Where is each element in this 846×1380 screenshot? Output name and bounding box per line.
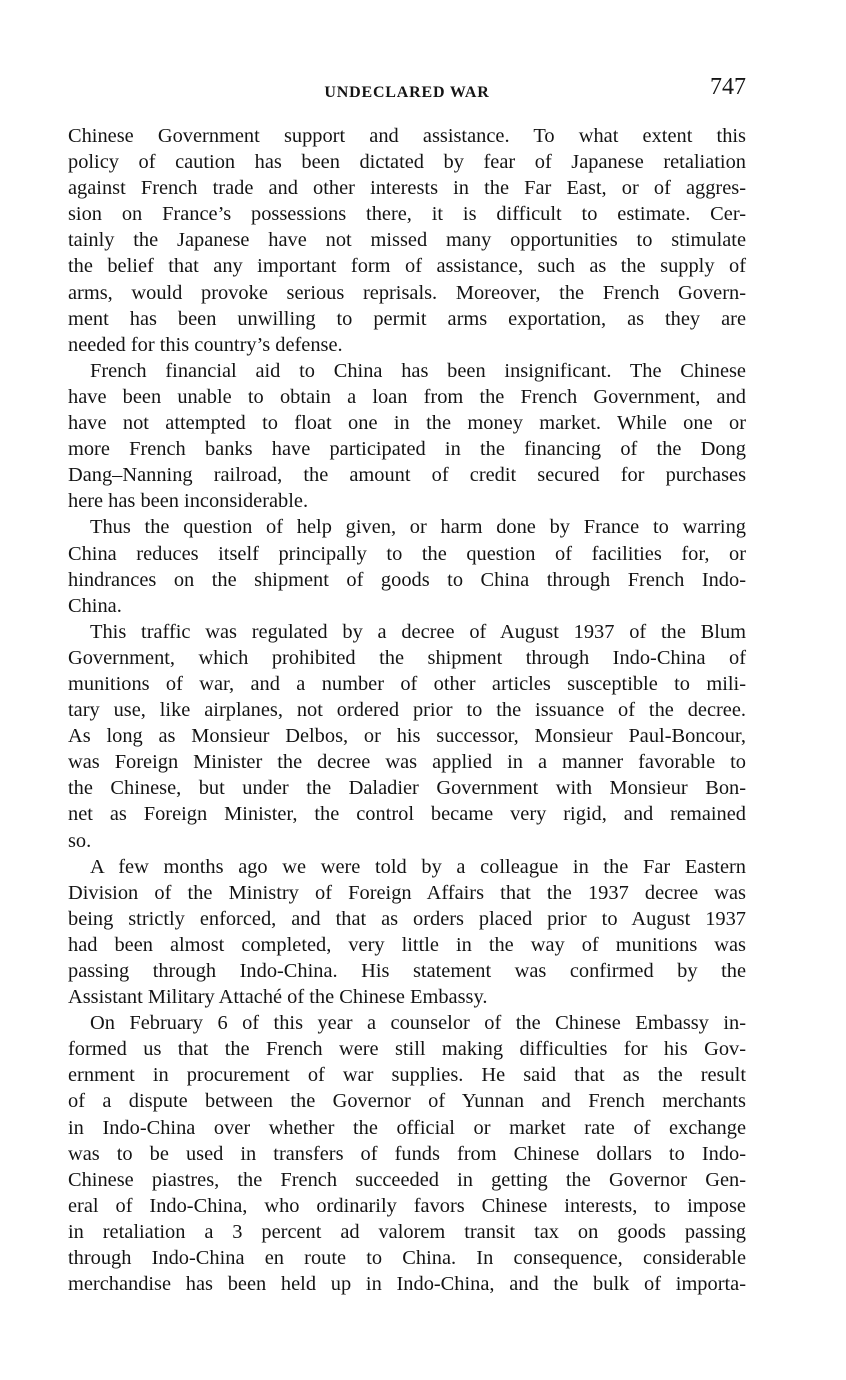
- text-line: munitions of war, and a number of other articles susceptible to mili-: [68, 672, 746, 695]
- text-line: On February 6 of this year a counselor of the Chinese Embassy in-: [90, 1012, 746, 1035]
- text-line: net as Foreign Minister, the control became very rigid, and remained: [68, 803, 746, 826]
- text-line: Thus the question of help given, or harm done by France to warring: [90, 516, 746, 539]
- text-line: the Chinese, but under the Daladier Government with Monsieur Bon-: [68, 777, 746, 800]
- text-line: of a dispute between the Governor of Yunnan and French merchants: [68, 1090, 746, 1113]
- page-number: 747: [710, 74, 746, 100]
- text-line: tary use, like airplanes, not ordered prior to the issuance of the decree.: [68, 699, 746, 722]
- text-line: policy of caution has been dictated by fear of Japanese retaliation: [68, 151, 746, 174]
- text-line: China reduces itself principally to the question of facilities for, or: [68, 542, 746, 565]
- text-line: Division of the Ministry of Foreign Affairs that the 1937 decree was: [68, 881, 746, 904]
- paragraph: [68, 514, 746, 618]
- running-title: UNDECLARED WAR: [324, 84, 490, 101]
- text-line: eral of Indo-China, who ordinarily favors Chinese interests, to impose: [68, 1194, 746, 1217]
- text-line: sion on France’s possessions there, it is difficult to estimate. Cer-: [68, 203, 746, 226]
- text-line: ment has been unwilling to permit arms exportation, as they are: [68, 307, 746, 330]
- paragraph: [68, 854, 746, 1011]
- text-line: being strictly enforced, and that as orders placed prior to August 1937: [68, 907, 746, 930]
- text-line: through Indo-China en route to China. In consequence, considerable: [68, 1247, 746, 1270]
- text-line: This traffic was regulated by a decree of August 1937 of the Blum: [90, 620, 746, 643]
- text-line: formed us that the French were still making difficulties for his Gov-: [68, 1038, 746, 1061]
- text-line: Government, which prohibited the shipment through Indo-China of: [68, 646, 746, 669]
- text-line: have not attempted to float one in the money market. While one or: [68, 412, 746, 435]
- paragraph: [68, 123, 746, 358]
- text-line: tainly the Japanese have not missed many opportunities to stimulate: [68, 229, 746, 252]
- text-line: A few months ago we were told by a colleague in the Far Eastern: [90, 855, 746, 878]
- text-line: have been unable to obtain a loan from the French Government, and: [68, 385, 746, 408]
- body-text: [68, 123, 746, 1297]
- text-line: ernment in procurement of war supplies. He said that as the result: [68, 1064, 746, 1087]
- text-line: was to be used in transfers of funds from Chinese dollars to Indo-: [68, 1142, 746, 1165]
- text-line: here has been inconsiderable.: [68, 490, 309, 513]
- text-line: Assistant Military Attaché of the Chinese Embassy.: [68, 986, 488, 1009]
- paragraph: [68, 358, 746, 515]
- text-line: As long as Monsieur Delbos, or his successor, Monsieur Paul-Boncour,: [68, 725, 746, 748]
- text-line: Chinese Government support and assistance. To what extent this: [68, 125, 746, 147]
- text-line: merchandise has been held up in Indo-China, and the bulk of importa-: [68, 1273, 746, 1296]
- text-line: more French banks have participated in the financing of the Dong: [68, 438, 746, 461]
- text-line: needed for this country’s defense.: [68, 333, 343, 356]
- text-line: was Foreign Minister the decree was applied in a manner favorable to: [68, 751, 746, 774]
- text-line: passing through Indo-China. His statement was confirmed by the: [68, 960, 746, 982]
- text-line: against French trade and other interests in the Far East, or of aggres-: [68, 177, 746, 200]
- text-line: in Indo-China over whether the official or market rate of exchange: [68, 1116, 746, 1139]
- text-line: French financial aid to China has been insignificant. The Chinese: [90, 359, 746, 382]
- text-line: in retaliation a 3 percent ad valorem transit tax on goods passing: [68, 1220, 746, 1243]
- text-line: so.: [68, 829, 92, 852]
- paragraph: [68, 619, 746, 854]
- text-line: the belief that any important form of assistance, such as the supply of: [68, 255, 746, 278]
- running-head: [68, 74, 746, 106]
- text-line: hindrances on the shipment of goods to China through French Indo-: [68, 568, 746, 591]
- text-line: Dang–Nanning railroad, the amount of credit secured for purchases: [68, 464, 746, 487]
- text-line: China.: [68, 594, 122, 617]
- paragraph: [68, 1010, 746, 1297]
- text-line: had been almost completed, very little in the way of munitions was: [68, 933, 746, 956]
- text-line: Chinese piastres, the French succeeded in getting the Governor Gen-: [68, 1168, 746, 1191]
- text-line: arms, would provoke serious reprisals. Moreover, the French Govern-: [68, 281, 746, 304]
